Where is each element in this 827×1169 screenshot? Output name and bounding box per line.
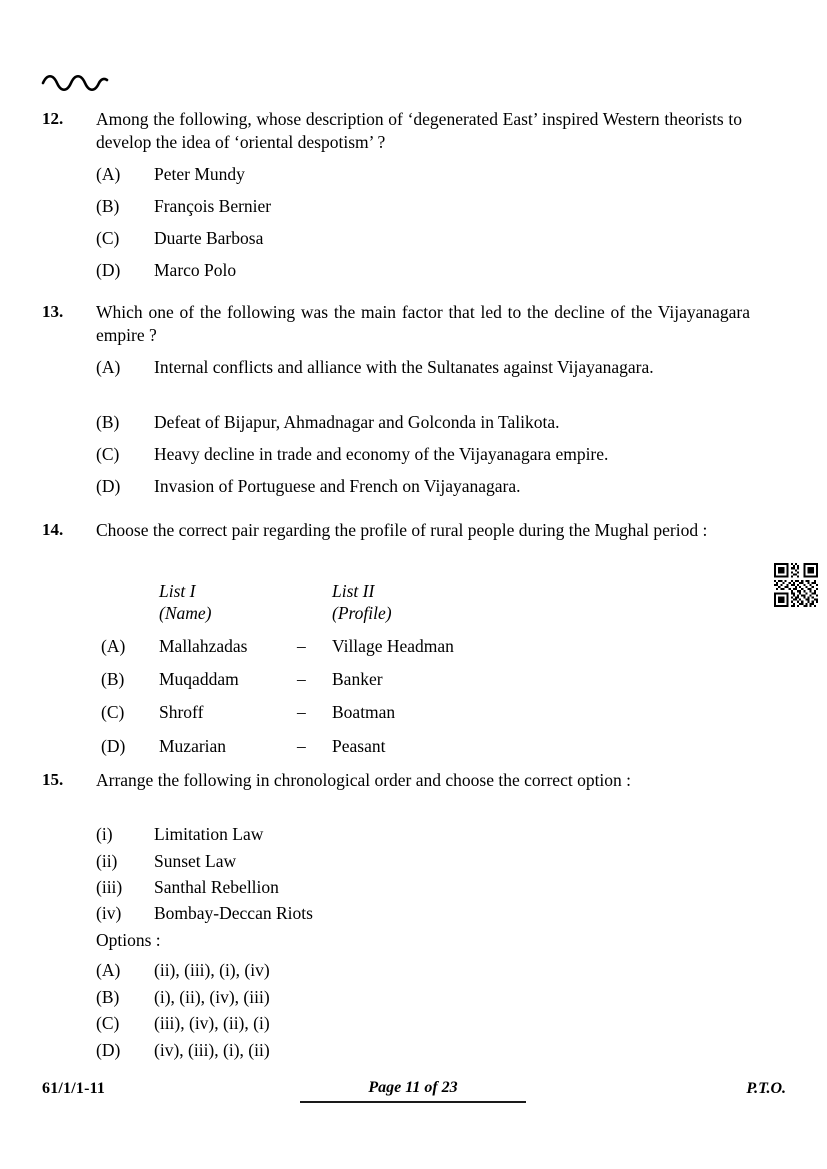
qr-code-icon: [774, 563, 818, 607]
option-label: (C): [96, 444, 120, 464]
page-number: Page 11 of 23: [368, 1079, 458, 1096]
pto-label: P.T.O.: [746, 1080, 786, 1097]
pair-dash: –: [297, 702, 306, 722]
pair-profile: Banker: [332, 669, 383, 689]
pair-label: (B): [101, 669, 125, 689]
option-text: (i), (ii), (iv), (iii): [154, 987, 270, 1007]
list-2-subtitle: (Profile): [332, 603, 392, 623]
pair-dash: –: [297, 669, 306, 689]
option-text: Defeat of Bijapur, Ahmadnagar and Golconda in Talikota.: [154, 412, 560, 432]
question-number: 14.: [42, 520, 64, 539]
list-1-title: List I: [159, 581, 196, 601]
pair-profile: Peasant: [332, 736, 386, 756]
list-2-title: List II: [332, 581, 375, 601]
option-label: (A): [96, 164, 121, 184]
option-label: (B): [96, 196, 120, 216]
pair-name: Muqaddam: [159, 669, 239, 689]
item-label: (iii): [96, 877, 123, 897]
question-stem: Which one of the following was the main factor that led to the decline of the Vijayanagara empire ?: [96, 302, 750, 345]
item-text: Bombay-Deccan Riots: [154, 903, 313, 923]
question-number: 12.: [42, 109, 64, 128]
option-text: Duarte Barbosa: [154, 228, 264, 248]
question-stem: Among the following, whose description of ‘degenerated East’ inspired Western theorists to develop the idea of ‘oriental despotism’ ?: [96, 109, 742, 152]
option-text: Peter Mundy: [154, 164, 245, 184]
pair-label: (A): [101, 636, 126, 656]
item-text: Santhal Rebellion: [154, 877, 279, 897]
question-number: 15.: [42, 770, 64, 789]
option-label: (C): [96, 1013, 120, 1033]
option-label: (D): [96, 476, 121, 496]
wavy-line-mark-icon: [41, 70, 111, 92]
item-label: (i): [96, 824, 113, 844]
option-label: (A): [96, 357, 121, 377]
pair-name: Mallahzadas: [159, 636, 248, 656]
item-text: Limitation Law: [154, 824, 264, 844]
option-label: (A): [96, 960, 121, 980]
option-text: (iii), (iv), (ii), (i): [154, 1013, 270, 1033]
option-text: Invasion of Portuguese and French on Vijayanagara.: [154, 476, 521, 496]
option-label: (B): [96, 412, 120, 432]
item-label: (ii): [96, 851, 118, 871]
option-label: (C): [96, 228, 120, 248]
pair-dash: –: [297, 636, 306, 656]
option-label: (B): [96, 987, 120, 1007]
pair-name: Shroff: [159, 702, 204, 722]
paper-code: 61/1/1-11: [42, 1080, 106, 1097]
option-text: (ii), (iii), (i), (iv): [154, 960, 270, 980]
pair-label: (C): [101, 702, 125, 722]
question-number: 13.: [42, 302, 64, 321]
footer-divider: [300, 1101, 526, 1103]
question-stem: Arrange the following in chronological order and choose the correct option :: [96, 770, 632, 790]
item-label: (iv): [96, 903, 122, 923]
option-label: (D): [96, 1040, 121, 1060]
pair-profile: Village Headman: [332, 636, 454, 656]
option-text: François Bernier: [154, 196, 272, 216]
pair-name: Muzarian: [159, 736, 227, 756]
option-text: Internal conflicts and alliance with the Sultanates against Vijayanagara.: [154, 357, 654, 377]
option-text: Marco Polo: [154, 260, 237, 280]
list-1-subtitle: (Name): [159, 603, 212, 623]
pair-dash: –: [297, 736, 306, 756]
pair-profile: Boatman: [332, 702, 396, 722]
pair-label: (D): [101, 736, 126, 756]
option-text: Heavy decline in trade and economy of the Vijayanagara empire.: [154, 444, 609, 464]
option-text: (iv), (iii), (i), (ii): [154, 1040, 270, 1060]
options-heading: Options :: [96, 930, 161, 950]
item-text: Sunset Law: [154, 851, 237, 871]
option-label: (D): [96, 260, 121, 280]
question-stem: Choose the correct pair regarding the profile of rural people during the Mughal period :: [96, 520, 708, 540]
